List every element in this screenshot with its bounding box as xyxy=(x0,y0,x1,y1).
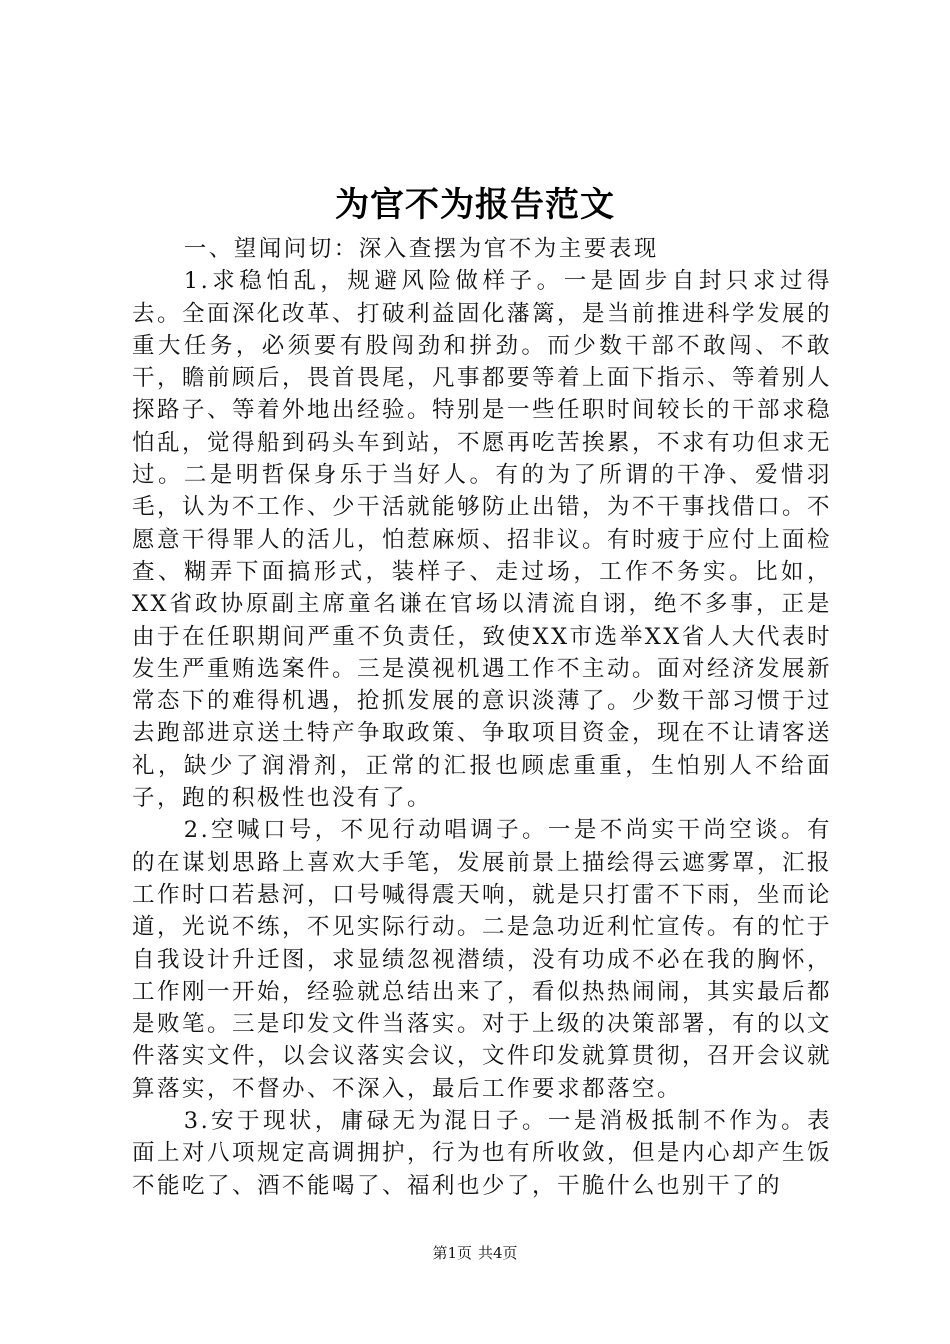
document-title: 为官不为报告范文 xyxy=(335,185,615,225)
document-body xyxy=(132,233,832,1202)
page-total: 共4页 xyxy=(478,1244,518,1262)
paragraph-2: 2.空喊口号，不见行动唱调子。一是不尚实干尚空谈。有的在谋划思路上喜欢大手笔，发展前景上描绘得云遮雾罩，汇报工作时口若悬河，口号喊得震天响，就是只打雷不下雨，坐而论道，光说不练，不见实际行动。二是急功近利忙宣传。有的忙于自我设计升迁图，求显绩忽视潜绩，没有功成不必在我的胸怀，工作刚一开始，经验就总结出来了，看似热热闹闹，其实最后都是败笔。三是印发文件当落实。对于上级的决策部署，有的以文件落实文件，以会议落实会议，文件印发就算贯彻，召开会议就算落实，不督办、不深入，最后工作要求都落空。 xyxy=(132,817,833,1102)
paragraph-1: 1.求稳怕乱，规避风险做样子。一是固步自封只求过得去。全面深化改革、打破利益固化藩篱，是当前推进科学发展的重大任务，必须要有股闯劲和拼劲。而少数干部不敢闯、不敢干，瞻前顾后，畏首畏尾，凡事都要等着上面下指示、等着别人探路子、等着外地出经验。特别是一些任职时间较长的干部求稳怕乱，觉得船到码头车到站，不愿再吃苦挨累，不求有功但求无过。二是明哲保身乐于当好人。有的为了所谓的干净、爱惜羽毛，认为不工作、少干活就能够防止出错，为不干事找借口。不愿意干得罪人的活儿，怕惹麻烦、招非议。有时疲于应付上面检查、糊弄下面搞形式，装样子、走过场，工作不务实。比如，XX省政协原副主席童名谦在官场以清流自诩，绝不多事，正是由于在任职期间严重不负责任，致使XX市选举XX省人大代表时发生严重贿选案件。三是漠视机遇工作不主动。面对经济发展新常态下的难得机遇，抢抓发展的意识淡薄了。少数干部习惯于过去跑部进京送土特产争取政策、争取项目资金，现在不让请客送礼，缺少了润滑剂，正常的汇报也顾虑重重，生怕别人不给面子，跑的积极性也没有了。 xyxy=(132,268,833,812)
page-footer xyxy=(0,1243,950,1263)
paragraph-3: 3.安于现状，庸碌无为混日子。一是消极抵制不作为。表面上对八项规定高调拥护，行为也有所收敛，但是内心却产生饭不能吃了、酒不能喝了、福利也少了，干脆什么也别干了的 xyxy=(132,1108,833,1199)
section-heading: 一、望闻问切：深入查摆为官不为主要表现 xyxy=(183,236,659,262)
page-number: 第1页 xyxy=(432,1244,472,1262)
